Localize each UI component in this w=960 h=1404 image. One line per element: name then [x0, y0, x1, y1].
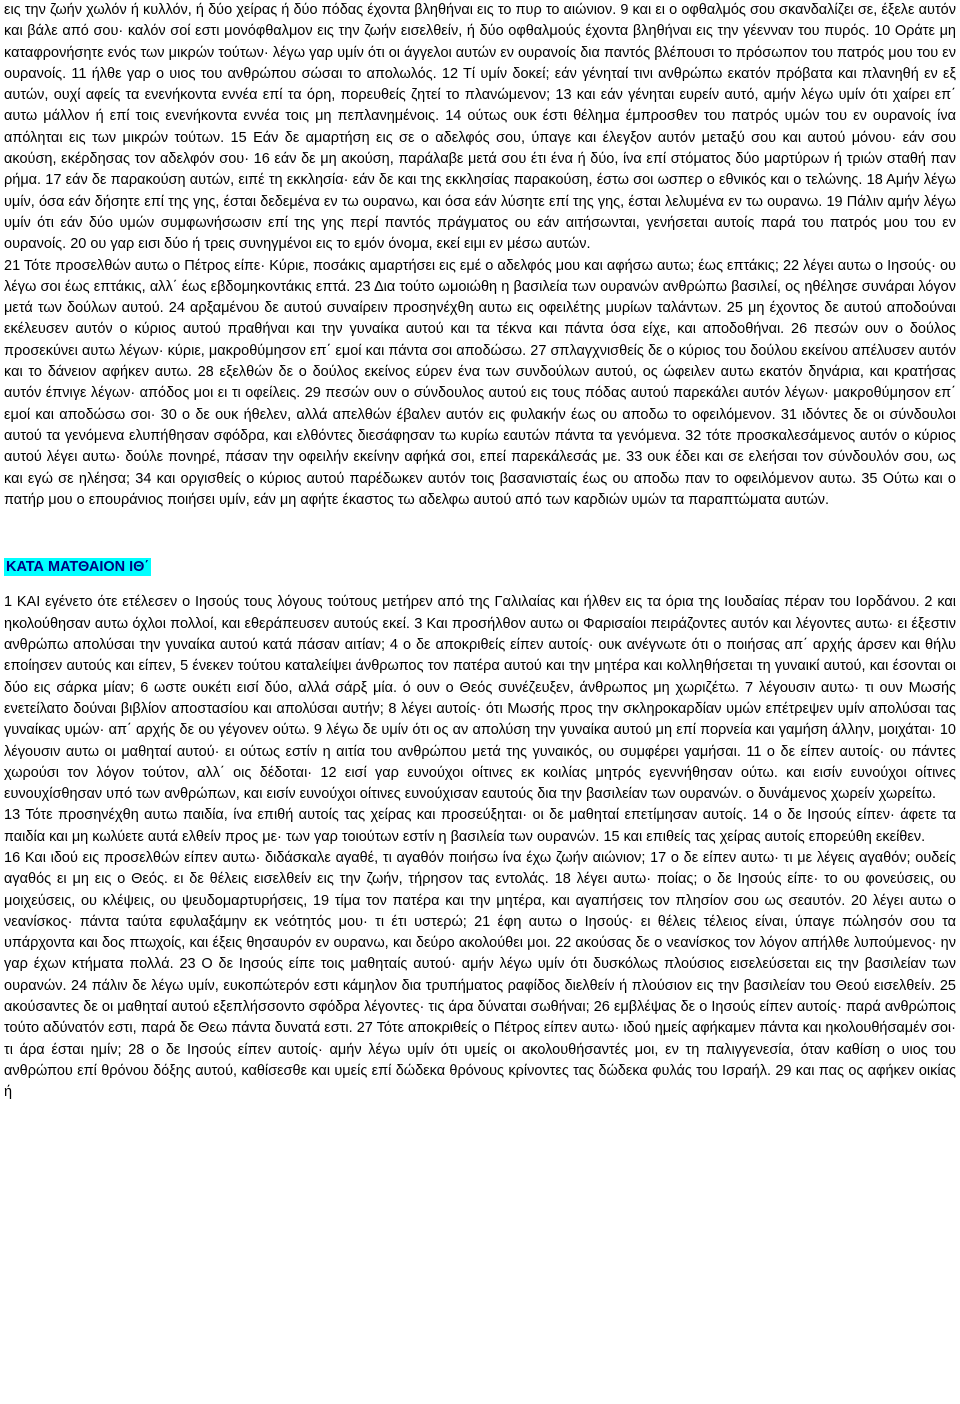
paragraph-matthew-18-verses-21-35: 21 Τότε προσελθών αυτω ο Πέτρος είπε· Κύριε, ποσάκις αμαρτήσει εις εμέ ο αδελφός μου και αφήσω αυτω; έως επτάκις; 22 λέγει αυτω ο Ιησούς· ου λέγω σοι έως επτάκις, αλλ΄ έως εβδομηκοντάκις επτά. 23 Δια τούτο ωμοιώθη η βασιλεία των ουρανών ανθρώπω βασιλεί, ος ηθέλησε συνάραι λόγον μετά των δούλων αυτού. 24 αρξαμένου δε αυτού συναίρειν προσηνέχθη αυτω εις οφειλέτης μυρίων ταλάντων. 25 μη έχοντος δε αυτού αποδούναι εκέλευσεν αυτόν ο κύριος αυτού πραθήναι και την γυναίκα αυτού και τα τέκνα και πάντα όσα είχε, και αποδοθήναι. 26 πεσών ουν ο δούλος προσεκύνει αυτω λέγων· κύριε, μακροθύμησον επ΄ εμοί και πάντα σοι αποδώσω. 27 σπλαγχνισθείς δε ο κύριος του δούλου εκείνου απέλυσεν αυτόν και το δάνειον αφήκεν αυτω. 28 εξελθών δε ο δούλος εκείνος εύρεν ένα των συνδούλων αυτού, ος ώφειλεν αυτω εκατόν δηνάρια, και κρατήσας αυτόν έπνιγε λέγων· απόδος μοι ει τι οφείλεις. 29 πεσών ουν ο σύνδουλος αυτού εις τους πόδας αυτού παρεκάλει αυτόν λέγων· μακροθύμησον επ΄ εμοί και αποδώσω σοι· 30 ο δε ουκ ήθελεν, αλλά απελθών έβαλεν αυτόν εις φυλακήν έως ου αποδω το οφειλόμενον. 31 ιδόντες δε οι σύνδουλοι αυτού τα γενόμενα ελυπήθησαν σφόδρα, και ελθόντες διεσάφησαν τω κυρίω εαυτών πάντα τα γενόμενα. 32 τότε προσκαλεσάμενος αυτόν ο κύριος αυτού λέγει αυτω· δούλε πονηρέ, πάσαν την οφειλήν εκείνην αφήκά σοι, επεί παρεκάλεσάς με. 33 ουκ έδει και σε ελεήσαι τον σύνδουλόν σου, ως και εγώ σε ηλέησα; 34 και οργισθείς ο κύριος αυτού παρέδωκεν αυτόν τοις βασανισταίς έως ου αποδω παν το οφειλόμενον αυτω. 35 Ούτω και ο πατήρ μου ο επουράνιος ποιήσει υμίν, εάν μη αφήτε έκαστος τω αδελφω αυτού από των καρδιών υμών τα παραπτώματα αυτών.: [4, 257, 956, 508]
chapter-heading: ΚΑΤΑ ΜΑΤΘΑΙΟΝ ΙΘ΄: [6, 559, 150, 576]
paragraph-matthew-19-verses-16-29: 16 Και ιδού εις προσελθών είπεν αυτω· διδάσκαλε αγαθέ, τι αγαθόν ποιήσω ίνα έχω ζωήν αιώνιον; 17 ο δε είπεν αυτω· τι με λέγεις αγαθόν; ουδείς αγαθός ει μη εις ο Θεός. ει δε θέλεις εισελθείν εις την ζωήν, τήρησον τας εντολάς. 18 λέγει αυτω· ποίας; ο δε Ιησούς είπε· το ου φονεύσεις, ου μοιχεύσεις, ου κλέψεις, ου ψευδομαρτυρήσεις, 19 τίμα τον πατέρα και την μητέρα, και αγαπήσεις τον πλησίον σου ως σεαυτόν. 20 λέγει αυτω ο νεανίσκος· πάντα ταύτα εφυλαξάμην εκ νεότητός μου· τι έτι υστερώ; 21 έφη αυτω ο Ιησούς· ει θέλεις τέλειος είναι, ύπαγε πώλησόν σου τα υπάρχοντα και δος πτωχοίς, και έξεις θησαυρόν εν ουρανω, και δεύρο ακολούθει μοι. 22 ακούσας δε ο νεανίσκος τον λόγον απήλθε λυπούμενος· ην γαρ έχων κτήματα πολλά. 23 Ο δε Ιησούς είπε τοις μαθηταίς αυτού· αμήν λέγω υμίν ότι δυσκόλως πλούσιος εισελεύσεται εις την βασιλείαν των ουρανών. 24 πάλιν δε λέγω υμίν, ευκοπώτερόν εστι κάμηλον δια τρυπήματος ραφίδος διελθείν ή πλούσιον εις την βασιλείαν του Θεού εισελθείν. 25 ακούσαντες δε οι μαθηταί αυτού εξεπλήσσοντο σφόδρα λέγοντες· τις άρα δύναται σωθήναι; 26 εμβλέψας δε ο Ιησούς είπεν αυτοίς· παρά ανθρώποις τούτο αδύνατόν εστι, παρά δε Θεω πάντα δυνατά εστι. 27 Τότε αποκριθείς ο Πέτρος είπεν αυτω· ιδού ημείς αφήκαμεν πάντα και ηκολουθήσαμέν σοι· τι άρα έσται ημίν; 28 ο δε Ιησούς είπεν αυτοίς· αμήν λέγω υμίν ότι υμείς οι ακολουθήσαντές μοι, εν τη παλιγγενεσία, όταν καθίση ο υιος του ανθρώπου επί θρόνου δόξης αυτού, καθίσεσθε και υμείς επί δώδεκα θρόνους κρίνοντες τας δώδεκα φυλάς του Ισραήλ. 29 και πας ος αφήκεν οικίας ή: [4, 849, 956, 1101]
paragraph-matthew-19-verses-13-15: 13 Τότε προσηνέχθη αυτω παιδία, ίνα επιθή αυτοίς τας χείρας και προσεύξηται· οι δε μαθηταί επετίμησαν αυτοίς. 14 ο δε Ιησούς είπεν· άφετε τα παιδία και μη κωλύετε αυτά ελθείν προς με· των γαρ τοιούτων εστίν η βασιλεία των ουρανών. 15 και επιθείς τας χείρας αυτοίς επορεύθη εκείθεν.: [4, 807, 956, 845]
document-page: [4, 0, 956, 1104]
section-gap: [4, 511, 956, 557]
paragraph-matthew-19-verses-1-12: 1 ΚΑΙ εγένετο ότε ετέλεσεν ο Ιησούς τους λόγους τούτους μετήρεν από της Γαλιλαίας και ήλθεν εις τα όρια της Ιουδαίας πέραν του Ιορδάνου. 2 και ηκολούθησαν αυτω όχλοι πολλοί, και εθεράπευσεν αυτούς εκεί. 3 Και προσήλθον αυτω οι Φαρισαίοι πειράζοντες αυτόν και λέγοντες αυτω· ει έξεστιν ανθρώπω απολύσαι την γυναίκα αυτού κατά πάσαν αιτίαν; 4 ο δε αποκριθείς είπεν αυτοίς· ουκ ανέγνωτε ότι ο ποιήσας απ΄ αρχής άρσεν και θήλυ εποίησεν αυτούς και είπεν, 5 ένεκεν τούτου καταλείψει άνθρωπος τον πατέρα αυτού και την μητέρα και κολληθήσεται τη γυναικί αυτού, και έσονται οι δύο εις σάρκα μίαν; 6 ωστε ουκέτι εισί δύο, αλλά σάρξ μία. ό ουν ο Θεός συνέζευξεν, άνθρωπος μη χωριζέτω. 7 λέγουσιν αυτω· τι ουν Μωσής ενετείλατο δούναι βιβλίον αποστασίου και απολύσαι αυτήν; 8 λέγει αυτοίς· ότι Μωσής προς την σκληροκαρδίαν υμών επέτρεψεν υμίν απολύσαι τας γυναίκας υμών· απ΄ αρχής δε ου γέγονεν ούτω. 9 λέγω δε υμίν ότι ος αν απολύση την γυναίκα αυτού μη επί πορνεία και γαμήση άλλην, μοιχάται· 10 λέγουσιν αυτω οι μαθηταί αυτού· ει ούτως εστίν η αιτία του ανθρώπου μετά της γυναικός, ου συμφέρει γαμήσαι. 11 ο δε είπεν αυτοίς· ου πάντες χωρούσι τον λόγον τούτον, αλλ΄ οις δέδοται· 12 εισί γαρ ευνούχοι οίτινες εκ κοιλίας μητρός εγεννήθησαν ούτω. και εισίν ευνούχοι οίτινες ευνουχίσθησαν υπό των ανθρώπων, και εισίν ευνούχοι οίτινες ευνούχισαν εαυτούς δια την βασιλείαν των ουρανών. ο δυνάμενος χωρείν χωρείτω.: [4, 594, 956, 803]
chapter-heading-wrapper: [4, 557, 956, 578]
paragraph-matthew-18-verses-8-20: εις την ζωήν χωλόν ή κυλλόν, ή δύο χείρας ή δύο πόδας έχοντα βληθήναι εις το πυρ το αιώνιον. 9 και ει ο οφθαλμός σου σκανδαλίζει σε, έξελε αυτόν και βάλε από σου· καλόν σοί εστι μονόφθαλμον εις την ζωήν εισελθείν, ή δύο οφθαλμούς έχοντα βληθήναι εις την γέενναν του πυρός. 10 Οράτε μη καταφρονήσητε ενός των μικρών τούτων· λέγω γαρ υμίν ότι οι άγγελοι αυτών εν ουρανοίς δια παντός βλέπουσι το πρόσωπον του πατρός μου του εν ουρανοίς. 11 ήλθε γαρ ο υιος του ανθρώπου σώσαι το απολωλός. 12 Τί υμίν δοκεί; εάν γένηταί τινι ανθρώπω εκατόν πρόβατα και πλανηθή εν εξ αυτών, ουχί αφείς τα ενενήκοντα εννέα επί τα όρη, πορευθείς ζητεί το πλανώμενον; 13 και εάν γένηται ευρείν αυτό, αμήν λέγω υμίν ότι χαίρει επ΄ αυτω μάλλον ή επί τοις ενενήκοντα εννέα τοις μη πεπλανημένοις. 14 ούτως ουκ έστι θέλημα έμπροσθεν του πατρός υμών του εν ουρανοίς ίνα απόληται εις των μικρών τούτων. 15 Εάν δε αμαρτήση εις σε ο αδελφός σου, ύπαγε και έλεγξον αυτόν μεταξύ σου και αυτού μόνου· εάν σου ακούση, εκέρδησας τον αδελφόν σου· 16 εάν δε μη ακούση, παράλαβε μετά σου έτι ένα ή δύο, ίνα επί στόματος δύο μαρτύρων ή τριών σταθή παν ρήμα. 17 εάν δε παρακούση αυτών, ειπέ τη εκκλησία· εάν δε και της εκκλησίας παρακούση, έστω σοι ωσπερ ο εθνικός και ο τελώνης. 18 Αμήν λέγω υμίν, όσα εάν δήσητε επί της γης, έσται δεδεμένα εν τω ουρανω, και όσα εάν λύσητε επί της γης, έσται λελυμένα εν τω ουρανω. 19 Πάλιν αμήν λέγω υμίν ότι εάν δύο υμών συμφωνήσωσιν επί της γης περί παντός πράγματος ου εάν αιτήσωνται, γενήσεται αυτοίς παρά του πατρός μου του εν ουρανοίς. 20 ου γαρ εισι δύο ή τρεις συνηγμένοι εις το εμόν όνομα, εκεί ειμι εν μέσω αυτών.: [4, 2, 956, 253]
